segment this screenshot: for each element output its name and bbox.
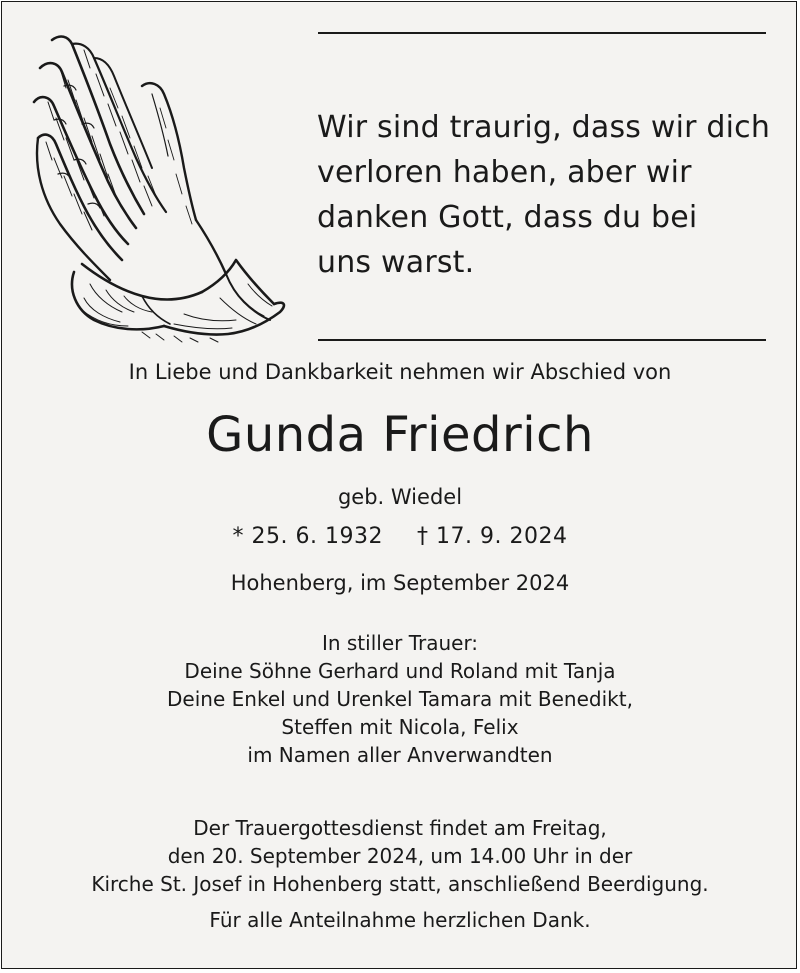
quote-line: verloren haben, aber wir bbox=[317, 155, 692, 190]
birth-name: geb. Wiedel bbox=[337, 485, 463, 509]
praying-hands-icon bbox=[24, 28, 294, 346]
obituary-card bbox=[1, 1, 797, 969]
life-dates bbox=[2, 524, 798, 549]
thanks-text: Für alle Anteilnahme herzlichen Dank. bbox=[209, 908, 591, 932]
mourners-line: Steffen mit Nicola, Felix bbox=[281, 715, 519, 739]
service-line: den 20. September 2024, um 14.00 Uhr in der bbox=[167, 844, 633, 868]
bottom-rule bbox=[318, 339, 766, 341]
birth-date: * 25. 6. 1932 bbox=[232, 524, 383, 549]
quote-line: danken Gott, dass du bei bbox=[317, 200, 698, 235]
mourners-block bbox=[2, 629, 798, 769]
top-rule bbox=[318, 32, 766, 34]
mourners-line: Deine Söhne Gerhard und Roland mit Tanja bbox=[184, 659, 616, 683]
place-date: Hohenberg, im September 2024 bbox=[230, 571, 570, 595]
intro-text: In Liebe und Dankbarkeit nehmen wir Abschied von bbox=[128, 360, 672, 384]
service-line: Der Trauergottesdienst findet am Freitag, bbox=[193, 816, 607, 840]
service-info bbox=[2, 814, 798, 898]
mourners-line: Deine Enkel und Urenkel Tamara mit Benedikt, bbox=[167, 687, 633, 711]
quote-text bbox=[317, 105, 787, 285]
service-line: Kirche St. Josef in Hohenberg statt, anschließend Beerdigung. bbox=[91, 872, 709, 896]
quote-line: Wir sind traurig, dass wir dich bbox=[317, 110, 771, 145]
death-date: † 17. 9. 2024 bbox=[417, 524, 568, 549]
mourners-line: im Namen aller Anverwandten bbox=[247, 743, 553, 767]
quote-line: uns warst. bbox=[317, 245, 475, 280]
mourners-line: In stiller Trauer: bbox=[321, 631, 479, 655]
deceased-name: Gunda Friedrich bbox=[206, 407, 594, 463]
